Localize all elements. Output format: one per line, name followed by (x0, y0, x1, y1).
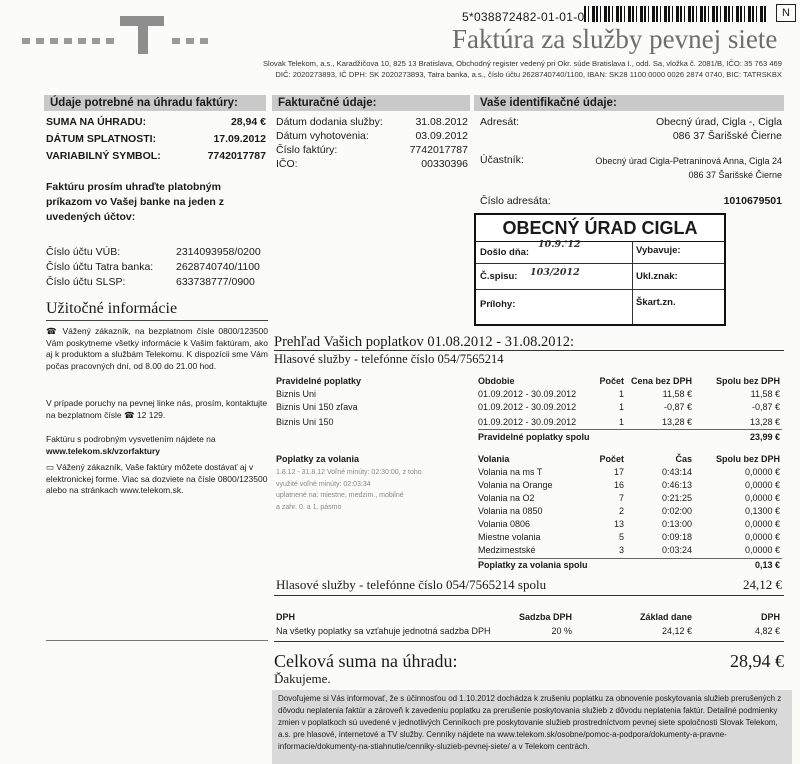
adresat-line2: 086 37 Šarišské Čierne (672, 130, 782, 142)
calls-row-6-total: 0,0000 € (744, 532, 780, 542)
calls-row-3-time: 0:21:25 (661, 493, 692, 503)
stamp-handler-label: Vybavuje: (636, 245, 681, 256)
vat-header-amount: DPH (760, 612, 780, 622)
calls-header-name: Poplatky za volania (276, 454, 360, 464)
calls-row-6-type: Miestne volania (478, 532, 541, 542)
regular-row-3-name: Biznis Uni 150 (276, 417, 334, 427)
regular-row-2-name: Biznis Uni 150 zľava (276, 402, 358, 412)
invoice-title: Faktúra za služby pevnej siete (452, 24, 778, 54)
sample-invoice-link[interactable]: www.telekom.sk/vzorfaktury (46, 445, 161, 456)
barcode (584, 6, 768, 22)
calls-total-divider (478, 558, 782, 559)
account-vub-label: Číslo účtu VÚB: (46, 246, 121, 258)
regular-row-1-name: Biznis Uni (276, 389, 317, 399)
identification-header: Vaše identifikačné údaje: (474, 95, 784, 111)
vat-row-rate: 20 % (551, 626, 572, 636)
regular-row-2-period: 01.09.2012 - 30.09.2012 (478, 402, 577, 412)
variable-symbol-value: 7742017787 (207, 150, 266, 162)
calls-row-5-count: 13 (613, 519, 624, 529)
info-title: Užitočné informácie (46, 300, 178, 317)
regular-row-2-price: -0,87 € (663, 402, 692, 412)
overview-divider (274, 350, 784, 351)
invoice-number-label: Číslo faktúry: (276, 144, 338, 156)
n-box: N (776, 4, 796, 22)
stamp-file-label: Č.spisu: (480, 271, 518, 282)
account-tatra-value: 2628740740/1100 (176, 261, 260, 273)
section-total-label: Hlasové služby - telefónne číslo 054/7565214 spolu (276, 577, 547, 592)
delivery-date-value: 31.08.2012 (415, 116, 468, 128)
vat-header-label: DPH (276, 612, 296, 622)
billing-header: Fakturačné údaje: (272, 95, 470, 111)
calls-row-1-time: 0:43:14 (661, 467, 692, 477)
regular-row-3-period: 01.09.2012 - 30.09.2012 (478, 417, 577, 427)
regular-row-2-count: 1 (618, 402, 624, 412)
calls-total-label: Poplatky za volania spolu (478, 560, 588, 570)
phone-icon: ☎ (46, 326, 63, 336)
section-total-value: 24,12 € (743, 577, 782, 592)
calls-row-1-count: 17 (613, 467, 624, 477)
calls-row-2-total: 0,0000 € (744, 480, 780, 490)
regular-total-divider (478, 429, 782, 430)
regular-row-3-price: 13,28 € (661, 417, 692, 427)
regular-row-1-count: 1 (618, 389, 624, 399)
grand-total-label: Celková suma na úhradu: (274, 651, 458, 671)
account-slsp-label: Číslo účtu SLSP: (46, 276, 126, 288)
ucastnik-line1: Obecný úrad Cigla-Petraninová Anna, Cigla 24 (595, 156, 782, 166)
payment-header: Údaje potrebné na úhradu faktúry: (44, 95, 266, 111)
stamp-title: OBECNÝ ÚRAD CIGLA (476, 215, 724, 242)
stamp-storage-label: Ukl.znak: (636, 271, 678, 282)
calls-row-6-time: 0:09:18 (661, 532, 692, 542)
calls-row-7-type: Medzimestské (478, 545, 536, 555)
regular-total-value: 23,99 € (749, 432, 780, 442)
stamp-received-label: Došlo dňa: (480, 247, 530, 258)
variable-symbol-label: VARIABILNÝ SYMBOL: (46, 150, 161, 162)
sum-label: SUMA NA ÚHRADU: (46, 116, 147, 128)
ucastnik-line2: 086 37 Šarišské Čierne (688, 170, 782, 180)
regular-header-total: Spolu bez DPH (715, 376, 780, 386)
section-total-divider (274, 595, 784, 596)
regular-header-period: Obdobie (478, 376, 515, 386)
calls-row-4-total: 0,1300 € (744, 506, 780, 516)
ico-value: 00330396 (421, 158, 468, 170)
regular-row-1-price: 11,58 € (662, 389, 692, 399)
regular-row-2-total: -0,87 € (751, 402, 780, 412)
calls-header-time: Čas (675, 454, 692, 464)
sum-value: 28,94 € (230, 116, 266, 128)
payment-instruction: Faktúru prosím uhraďte platobným príkazom vo Vašej banke na jeden z uvedených účtov: (46, 181, 224, 223)
regular-row-1-period: 01.09.2012 - 30.09.2012 (478, 389, 577, 399)
calls-header-count: Počet (599, 454, 624, 464)
stamp-file-value: 103/2012 (530, 267, 580, 278)
regular-row-3-total: 13,28 € (749, 417, 780, 427)
calls-row-7-total: 0,0000 € (744, 545, 780, 555)
grand-total-value: 28,94 € (730, 651, 784, 671)
calls-row-1-total: 0,0000 € (744, 467, 780, 477)
vat-header-base: Základ dane (639, 612, 692, 622)
adresat-number-value: 1010679501 (723, 195, 782, 207)
calls-row-7-time: 0:03:24 (661, 545, 692, 555)
ico-label: IČO: (276, 158, 298, 170)
account-vub-value: 2314093958/0200 (176, 246, 261, 258)
calls-row-2-time: 0:46:13 (661, 480, 692, 490)
stamp-attachments-label: Prílohy: (480, 299, 516, 310)
regular-header-name: Pravidelné poplatky (276, 376, 362, 386)
vat-header-rate: Sadzba DPH (518, 612, 572, 622)
telekom-logo (22, 10, 222, 54)
calls-row-3-total: 0,0000 € (744, 493, 780, 503)
calls-row-1-type: Volania na ms T (478, 467, 543, 477)
calls-row-3-count: 7 (618, 493, 624, 503)
calls-row-4-time: 0:02:00 (661, 506, 692, 516)
vat-row-amount: 4,82 € (754, 626, 780, 636)
regular-row-3-count: 1 (618, 417, 624, 427)
vat-divider (274, 641, 784, 642)
due-date-label: DÁTUM SPLATNOSTI: (46, 133, 157, 145)
laptop-icon: ▭ (46, 462, 57, 472)
regular-total-label: Pravidelné poplatky spolu (478, 432, 590, 442)
due-date-value: 17.09.2012 (213, 133, 266, 145)
calls-row-5-time: 0:13:00 (661, 519, 692, 529)
account-tatra-label: Číslo účtu Tatra banka: (46, 261, 154, 273)
calls-row-7-count: 3 (618, 545, 624, 555)
calls-row-2-count: 16 (613, 480, 624, 490)
adresat-label: Adresát: (480, 116, 520, 128)
regular-row-1-total: 11,58 € (750, 389, 780, 399)
info-electronic-paragraph: ▭ Vážený zákazník, Vaše faktúry môžete dostávať aj v elektronickej forme. Viac sa dozviete na čísle 0800/123500 alebo na stránkach www.telekom.sk. (46, 462, 268, 495)
calls-total-value: 0,13 € (754, 560, 780, 570)
regular-header-price: Cena bez DPH (630, 376, 692, 386)
ucastnik-label: Účastník: (480, 154, 524, 166)
calls-row-2-type: Volania na Orange (478, 480, 553, 490)
notice-box: Dovoľujeme si Vás informovať, že s účinnosťou od 1.10.2012 dochádza k zrušeniu poplatku za obnovenie poskytovania služieb prerušených z dôvodu neplatenia faktúr a zároveň k zavedeniu poplatku za prerušenie poskytovania služieb z dôvodu neplatenia faktúr. Detailné podmienky zmien v poplatkoch sú uvedené v jednotlivých Cenníkoch pre poskytovanie služieb prostredníctvom pevnej siete spoločnosti Slovak Telekom, a.s. pre hlasové, internetové a TV služby. Cenníky nájdete na www.telekom.sk/osobne/pomoc-a-podpora/dokumenty-a-pravne-informacie/dokumenty-na-stiahnutie/cenniky-sluzieb-pevnej-siete/ a v Telekom centrách. (272, 690, 792, 764)
account-slsp-value: 633738777/0900 (176, 276, 255, 288)
invoice-number-value: 7742017787 (409, 144, 468, 156)
info-bottom-divider (46, 640, 268, 641)
issue-date-label: Dátum vyhotovenia: (276, 130, 369, 142)
vat-row-label: Na všetky poplatky sa vzťahuje jednotná sadzba DPH (276, 626, 491, 636)
regular-header-count: Počet (599, 376, 624, 386)
info-sample-paragraph: Faktúru s podrobným vysvetlením nájdete na www.telekom.sk/vzorfaktury (46, 434, 268, 457)
calls-row-4-type: Volania na 0850 (478, 506, 543, 516)
vat-row-base: 24,12 € (661, 626, 692, 636)
calls-row-5-type: Volania 0806 (478, 519, 531, 529)
adresat-number-label: Číslo adresáta: (480, 195, 551, 207)
issue-date-value: 03.09.2012 (415, 130, 468, 142)
stamp-shred-label: Škart.zn. (636, 297, 676, 308)
registry-stamp (474, 213, 726, 326)
document-number: 5*038872482-01-01-0 (462, 10, 585, 24)
calls-header-total: Spolu bez DPH (715, 454, 780, 464)
overview-title: Prehľad Vašich poplatkov 01.08.2012 - 31.08.2012: (274, 334, 575, 350)
calls-row-3-type: Volania na O2 (478, 493, 535, 503)
overview-subtitle: Hlasové služby - telefónne číslo 054/7565214 (274, 352, 504, 366)
info-phone-paragraph: ☎ Vážený zákazník, na bezplatnom čísle 0800/123500 Vám poskytneme všetky informácie k Vašim faktúram, ako aj k produktom a službám Telekomu. K dispozícii sme Vám počas pracovných dní, od 8.00 do 21.00 hod. (46, 326, 268, 371)
delivery-date-label: Dátum dodania služby: (276, 116, 383, 128)
thanks-text: Ďakujeme. (274, 671, 331, 686)
company-info: Slovak Telekom, a.s., Karadžičova 10, 825 13 Bratislava, Obchodný register vedený pri Okr. súde Bratislava I., odd. Sa, vložka č. 2081/B, IČO: 35 763 469 DIČ: 2020273893, IČ DPH: SK 2020273893, Tatra banka, a.s., číslo účtu 2628740740/1100, IBAN: SK28 1100 0000 0026 2874 0740, BIC: TATRSKBX (262, 59, 782, 79)
calls-row-5-total: 0,0000 € (744, 519, 780, 529)
adresat-line1: Obecný úrad, Cigla -, Cigla (655, 116, 782, 128)
free-minutes-note: 1.8.12 - 31.8.12 Voľné minúty: 02:30:00, z toho využité voľné minúty: 02:03:34 uplatnené na: miestne, medzim., mobilné a zahr. 0. a 1. pásmo (276, 469, 422, 511)
stamp-received-value: 10.9.'12 (538, 239, 581, 250)
info-divider (46, 320, 268, 321)
calls-row-6-count: 5 (618, 532, 624, 542)
info-fault-paragraph: V prípade poruchy na pevnej linke nás, prosím, kontaktujte na bezplatnom čísle ☎ 12 129. (46, 398, 268, 420)
calls-header-type: Volania (478, 454, 510, 464)
calls-row-4-count: 2 (618, 506, 624, 516)
